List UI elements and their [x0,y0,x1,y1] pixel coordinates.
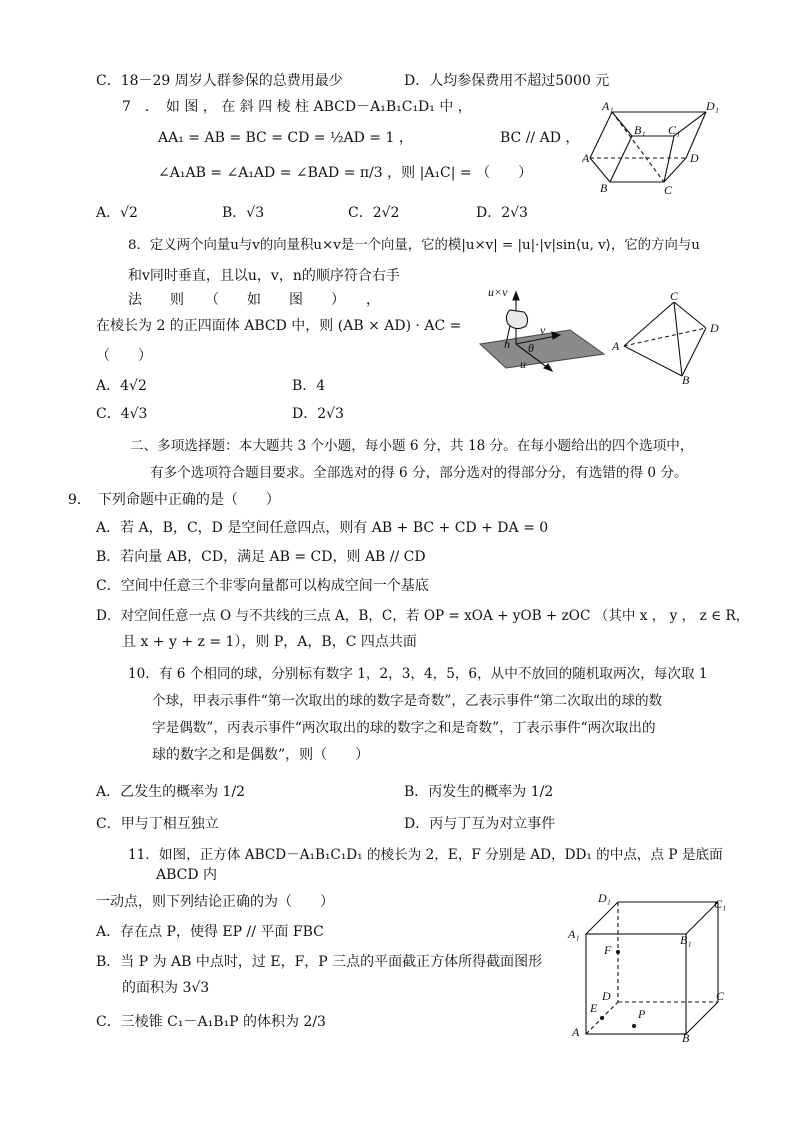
q11-option-c: C．三棱锥 C₁－A₁B₁P 的体积为 2/3 [96,1014,326,1030]
q11-stem-line1: 11．如图，正方体 ABCD－A₁B₁C₁D₁ 的棱长为 2，E，F 分别是 AD，DD₁ 的中点，点 P 是底面 [128,847,723,863]
q10-stem-line2: 个球，甲表示事件“第一次取出的球的数字是奇数”，乙表示事件“第二次取出的球的数 [152,693,663,709]
q6-option-d: D．人均参保费用不超过5000 元 [404,73,610,89]
q8-stem-line3: 法 则 （ 如 图 ） ， [128,292,380,308]
q9-stem: 9． 下列命题中正确的是（ ） [68,492,280,508]
q10-option-a: A．乙发生的概率为 1/2 [96,784,246,800]
q9-option-a: A．若 A，B，C，D 是空间任意四点，则有 AB + BC + CD + DA = 0 [96,520,549,536]
q11-option-b-line2: 的面积为 3√3 [122,980,210,996]
right-hand-rule-figure [470,282,610,382]
q9-option-b: B．若向量 AB，CD，满足 AB = CD，则 AB // CD [96,549,426,565]
q7-prism-figure [582,98,732,198]
q10-option-d: D．丙与丁互为对立事件 [404,816,556,832]
q9-option-d-line2: 且 x + y + z = 1），则 P，A，B，C 四点共面 [122,634,417,650]
q11-option-a: A．存在点 P，使得 EP // 平面 FBC [96,924,324,940]
q7-option-b: B．√3 [222,205,265,221]
q8-stem-line4: 在棱长为 2 的正四面体 ABCD 中，则 (AB × AD) · AC = [96,318,462,334]
cube-label-b1: B₁ [680,933,692,947]
q9-option-d-line1: D．对空间任意一点 O 与不共线的三点 A，B，C，若 OP = xOA + yOB + zOC （其中 x ， y ， z ∈ R， [96,608,750,624]
q10-stem-line1: 10．有 6 个相同的球，分别标有数字 1，2，3，4，5，6，从中不放回的随机取两次，每次取 1 [128,666,708,682]
point-p [632,1024,636,1028]
q11-stem-line3: 一动点，则下列结论正确的为（ ） [96,894,334,910]
hand-label-v: v [540,323,546,337]
q10-option-c: C．甲与丁相互独立 [96,816,219,832]
q11-cube-figure [562,890,732,1042]
q7-label-c1: C₁ [668,123,681,137]
q7-option-c: C．2√2 [348,205,400,221]
cube-label-e: E [590,1001,598,1015]
q10-option-b: B．丙发生的概率为 1/2 [404,784,554,800]
cube-label-c: C [716,989,725,1003]
q7-label-d: D [690,151,699,165]
q7-label-d1: D₁ [706,99,719,113]
q7-label-b: B [600,181,608,195]
q8-option-b: B．4 [292,378,326,394]
hand-label-uxv: u×v [488,285,508,299]
tetra-label-d: D [710,321,719,335]
cube-label-a: A [572,1025,580,1039]
hand-label-theta: θ [528,341,534,355]
q8-tetrahedron-figure [610,290,730,386]
q8-stem-line5: （ ） [96,348,152,364]
cube-label-d: D [602,989,611,1003]
q7-stem-line1: 7 ． 如 图 ， 在 斜 四 棱 柱 ABCD－A₁B₁C₁D₁ 中 ， [122,99,472,115]
hand-label-u: u [520,357,526,371]
cube-label-d1: D₁ [598,891,611,905]
q8-option-c: C．4√3 [96,406,148,422]
q11-stem-line2: ABCD 内 [156,867,218,883]
tetra-label-c: C [670,290,679,303]
q8-stem-line1: 8．定义两个向量u与v的向量积u×v是一个向量，它的模|u×v| = |u|·|v|sin⟨u, v⟩，它的方向与u [128,238,700,253]
q7-label-b1: B₁ [634,123,646,137]
section2-heading-line1: 二、多项选择题：本大题共 3 个小题，每小题 6 分，共 18 分。在每小题给出的四个选项中， [130,438,694,454]
q6-option-c: C．18－29 周岁人群参保的总费用最少 [96,73,343,89]
q7-label-a: A [582,151,590,165]
q7-stem-line3: ∠A₁AB = ∠A₁AD = ∠BAD = π/3 ，则 |A₁C| = （ ） [158,165,533,181]
q8-option-a: A．4√2 [96,378,147,394]
point-e [600,1016,604,1020]
point-f [616,950,620,954]
tetra-label-b: B [682,373,690,386]
cube-label-f: F [604,943,612,957]
cube-label-b: B [682,1031,690,1042]
hand-label-n: n [504,337,510,351]
q7-option-a: A．√2 [96,205,138,221]
q7-stem-line2-right: BC // AD ， [500,130,580,146]
tetra-label-a: A [612,339,620,353]
cube-label-a1: A₁ [568,927,580,941]
q10-stem-line4: 球的数字之和是偶数”，则（ ） [152,747,370,763]
q7-stem-line2: AA₁ = AB = BC = CD = ½AD = 1 ， [158,130,413,146]
q7-label-a1: A₁ [602,99,614,113]
section2-heading-line2: 有多个选项符合题目要求。全部选对的得 6 分，部分选对的得部分分，有选错的得 0 分。 [150,465,688,481]
cube-label-c1: C₁ [714,897,727,911]
q10-stem-line3: 字是偶数”，丙表示事件“两次取出的球的数字之和是奇数”，丁表示事件“两次取出的 [152,720,656,736]
q9-option-c: C．空间中任意三个非零向量都可以构成空间一个基底 [96,578,429,594]
q11-option-b-line1: B．当 P 为 AB 中点时，过 E，F，P 三点的平面截正方体所得截面图形 [96,954,543,970]
cube-label-p: P [638,1007,646,1021]
q8-option-d: D．2√3 [292,406,344,422]
q7-option-d: D．2√3 [476,205,528,221]
q7-label-c: C [664,183,673,197]
q8-stem-line2: 和v同时垂直，且以u，v，n的顺序符合右手 [128,268,400,284]
